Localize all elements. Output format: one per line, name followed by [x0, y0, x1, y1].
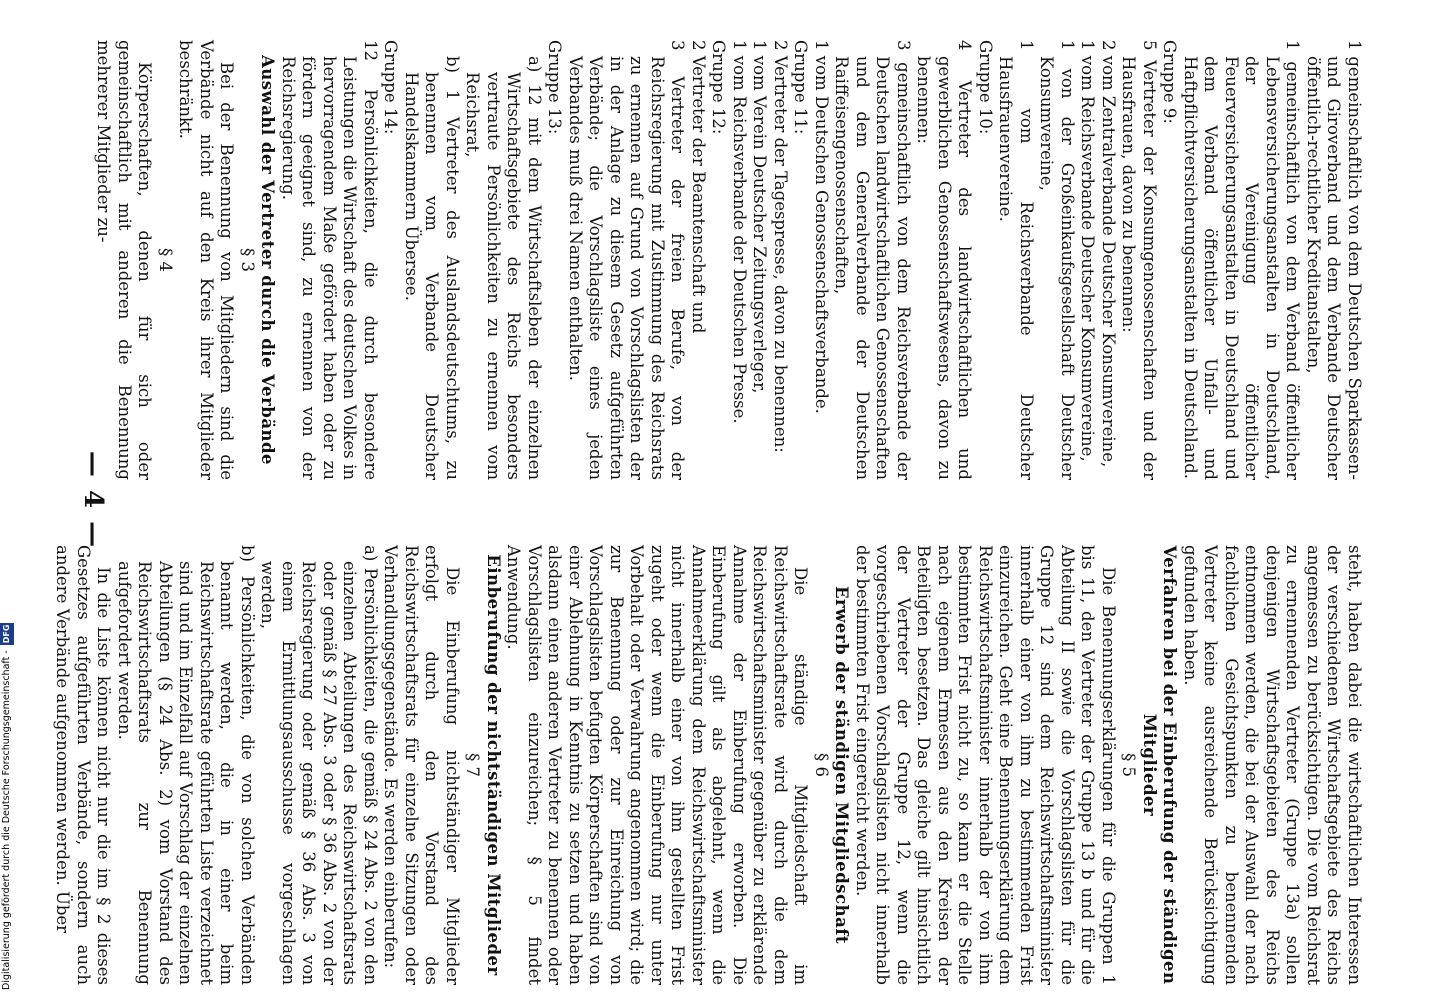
par7-b: b) Persönlichkeiten, die von solchen Verbänden benannt werden, die in einer beim Reichswirtschaftsrate geführten Liste verzeichnet sind und im Einzelfall auf Vorschlag der einzelnen Abteilungen (§ 24 Abs. 2) vom Vorstand des Reichswirtschaftsrats zur Benennung aufgefordert werden.	[115, 545, 257, 985]
gruppe12-line: 3 Vertreter der freien Berufe, von der Reichsregierung mit Zustimmung des Reichsrats zu ernennen auf Grund von Vorschlagslisten der in der Anlage zu diesem Gesetz aufgeführten Verbände; die Vorschlagsliste eines jeden Verbandes muß drei Namen enthalten.	[566, 40, 688, 480]
gruppe13-label: Gruppe 13:	[545, 40, 565, 135]
gruppe11-line: 1 vom Verein Deutscher Zeitungsverleger,	[750, 40, 770, 394]
gruppe10-line: 4 Vertreter des landwirtschaftlichen und gewerblichen Genossenschaftswesens, davon zu benennen:	[914, 40, 975, 480]
intro-line-2: 1 gemeinschaftlich von dem Verband öffentlicher Lebensversicherungsanstalten in Deutschland, der Vereinigung öffentlicher Feuerversicherungsanstalten in Deutschland und dem Verband öffentlicher Unfall- und Haftpflichtversicherungsanstalten in Deutschland.	[1181, 40, 1303, 480]
gruppe9-line: 5 Vertreter der Konsumgenossenschaften und der Hausfrauen, davon zu benennen:	[1119, 40, 1159, 480]
par4-text: Körperschaften, denen für sich oder gemeinschaftlich mit anderen die Benennung mehrerer Mitglieder zu-	[94, 40, 155, 480]
heading-einberufung: Einberufung der nichtständigen Mitglieder	[484, 554, 503, 976]
credit-text: Digitalisierung gefördert durch die Deutsche Forschungsgemeinschaft -	[1, 650, 12, 990]
par7-text: Die Einberufung nichtständiger Mitglieder erfolgt durch den Vorstand des Reichswirtschaftsrats für einzelne Sitzungen oder Verhandlungsgegenstände. Es werden einberufen:	[381, 545, 462, 985]
gruppe10-line: 1 vom Deutschen Genossenschaftsverbande.	[812, 40, 831, 414]
gruppe11-label: Gruppe 11:	[791, 40, 811, 135]
par3-text: Bei der Benennung von Mitgliedern sind die Verbände nicht auf den Kreis ihrer Mitglieder beschränkt.	[176, 40, 237, 480]
gruppe9-line: 1 vom Reichsverbande Deutscher Hausfrauenvereine.	[996, 40, 1036, 480]
par7-label: § 7	[463, 753, 483, 777]
par5-text: Die Benennungserklärungen für die Gruppen 1 bis 11, den Vertreter der Gruppe 13 b und für die Abteilung II sowie die Vorschlagslisten für die Gruppe 12 sind dem Reichswirtschaftsminister innerhalb einer von ihm zu bestimmenden Frist einzureichen. Geht eine Benennungserklärung dem Reichswirtschaftsminister innerhalb der von ihm bestimmten Frist nicht zu, so kann er die Stelle nach eigenem Ermessen aus den Kreisen der Beteiligten besetzen. Das gleiche gilt hinsichtlich der Vertreter der Gruppe 12, wenn die vorgeschriebenen Vorschlagslisten nicht innerhalb der bestimmten Frist eingereicht werden.	[853, 545, 1118, 985]
gruppe9-line: 1 vom Reichsverbande Deutscher Konsumvereine,	[1078, 40, 1098, 462]
gruppe9-line: 1 von der Großeinkaufsgesellschaft Deutscher Konsumvereine,	[1037, 40, 1077, 480]
right-intro: steht, haben dabei die wirtschaftlichen Interessen der verschiedenen Wirtschaftsgebiete des Reichs angemessen zu berücksichtigen. Die vom Reichsrat zu ernennenden Vertreter (Gruppe 13a) sollen denjenigen Wirtschaftsgebieten des Reichs entnommen werden, die bei der Auswahl der nach fachlichen Gesichtspunkten zu benennenden Vertreter keine ausreichende Berücksichtigung gefunden haben.	[1181, 545, 1364, 985]
par3-label: § 3	[238, 248, 257, 272]
gruppe11-line: 2 Vertreter der Tagespresse, davon zu benennen:	[771, 40, 790, 453]
gruppe14-text: 12 Persönlichkeiten, die durch besondere Leistungen die Wirtschaft des deutschen Volkes in hervorragendem Maße gefördert haben oder zu fördern geeignet sind, zu ernennen von der Reichsregierung.	[279, 40, 380, 480]
gruppe12-line: 2 Vertreter der Beamtenschaft und	[689, 40, 708, 334]
par5-label: § 5	[1119, 753, 1139, 777]
intro-line-1: 1 gemeinschaftlich von dem Deutschen Sparkassen- und Giroverband und dem Verbande Deutscher öffentlich-rechtlicher Kreditanstalten,	[1304, 40, 1364, 480]
gruppe12-label: Gruppe 12:	[709, 40, 729, 135]
par6-label: § 6	[812, 753, 831, 777]
dfg-logo: DFG	[0, 623, 14, 646]
gruppe13-b: b) 1 Vertreter des Auslandsdeutschtums, zu benennen vom Verbande Deutscher Handelskammern Übersee.	[402, 56, 462, 480]
gruppe14-label: Gruppe 14:	[381, 40, 401, 135]
par6-text: Die ständige Mitgliedschaft im Reichswirtschaftsrate wird durch die dem Reichswirtschaftsminister gegenüber zu erklärende Annahme der Einberufung erworben. Die Einberufung gilt als abgelehnt, wenn die Annahmeerklärung dem Reichswirtschaftsminister nicht innerhalb einer von ihm gestellten Frist zugeht oder wenn die Einberufung nur unter Vorbehalt oder Verwahrung angenommen wird; die zur Benennung oder zur Einreichung von Vorschlagslisten befugten Körperschaften sind von einer Ablehnung in Kenntnis zu setzen und haben alsdann einen anderen Vertreter zu benennen oder Vorschlagslisten einzureichen; § 5 findet Anwendung.	[504, 545, 811, 985]
gruppe9-line: 2 vom Zentralverbande Deutscher Konsumvereine,	[1099, 40, 1118, 468]
gruppe10-line: 3 gemeinschaftlich von dem Reichsverbande der Deutschen landwirtschaftlichen Genossenschaften und dem Generalverbande der Deutschen Raiffeisengenossenschaften,	[832, 40, 913, 480]
heading-verfahren: Verfahren bei der Einberufung der ständigen Mitglieder	[1140, 545, 1180, 985]
gruppe9-label: Gruppe 9:	[1160, 40, 1180, 124]
right-column	[52, 545, 1364, 985]
par4-label: § 4	[156, 248, 175, 272]
gruppe10-label: Gruppe 10:	[976, 40, 995, 135]
page-number: — 4 —	[78, 450, 108, 550]
heading-auswahl: Auswahl der Vertreter durch die Verbände	[258, 54, 278, 466]
gruppe13-a: a) 12 mit dem Wirtschaftsleben der einzelnen Wirtschaftsgebiete des Reichs besonders vertraute Persönlichkeiten zu ernennen vom Reichsrat,	[463, 56, 544, 480]
gruppe11-line: 1 vom Reichsverbande der Deutschen Presse.	[730, 40, 749, 424]
heading-erwerb: Erwerb der ständigen Mitgliedschaft	[832, 585, 852, 945]
par7-a: a) Persönlichkeiten, die gemäß § 24 Abs. 2 von den einzelnen Abteilungen des Reichswirtschaftsrats oder gemäß § 27 Abs. 3 oder § 36 Abs. 2 von der Reichsregierung oder gemäß § 36 Abs. 3 von einem Ermittlungsausschusse vorgeschlagen werden,	[258, 545, 380, 985]
left-column	[93, 40, 1364, 480]
par7-tail: In die Liste können nicht nur die im § 2 dieses Gesetzes aufgeführten Verbände, sondern auch andere Verbände aufgenommen werden. Über	[53, 545, 114, 985]
digitization-credit	[0, 0, 14, 1000]
